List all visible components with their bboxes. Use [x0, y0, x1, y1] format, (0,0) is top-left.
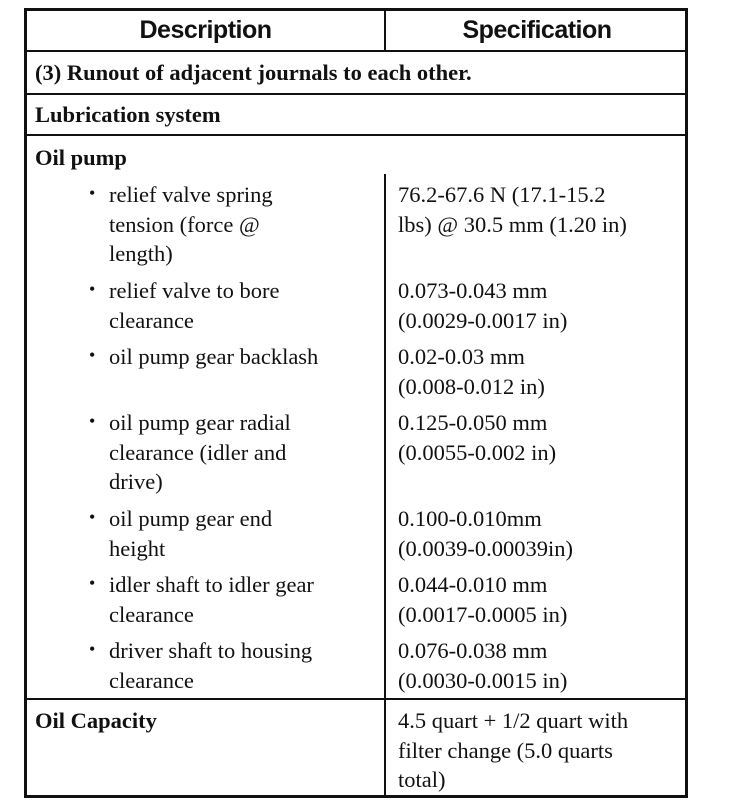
item-description-line: clearance: [109, 667, 194, 693]
item-specification-line: (0.0055-0.002 in): [398, 439, 557, 465]
item-description-line: clearance (idler and: [109, 439, 287, 465]
bullet-icon: •: [89, 183, 96, 203]
bullet-icon: •: [89, 639, 96, 659]
section-row: [27, 95, 685, 136]
specification-column-header: Specification: [462, 16, 612, 44]
item-specification-line: (0.0030-0.0015 in): [398, 667, 568, 693]
item-description-line: length): [109, 241, 173, 266]
item-description-line: oil pump gear end: [109, 506, 273, 531]
block-divider: [384, 174, 386, 700]
item-description-line: clearance: [109, 307, 194, 333]
subsection-title: Oil pump: [35, 145, 127, 170]
table-header: [27, 11, 685, 52]
header-divider: [384, 11, 386, 52]
item-specification-line: lbs) @ 30.5 mm (1.20 in): [398, 211, 627, 237]
bullet-icon: •: [89, 279, 96, 299]
capacity-spec-line: 4.5 quart + 1/2 quart with: [398, 708, 629, 733]
item-specification-line: 0.076-0.038 mm: [398, 638, 548, 663]
item-description-line: oil pump gear radial: [109, 410, 291, 435]
oil-pump-block: [27, 136, 685, 700]
capacity-spec-line: filter change (5.0 quarts: [398, 737, 613, 763]
spec-table: [24, 8, 688, 798]
bullet-icon: •: [89, 345, 96, 365]
item-specification-line: 0.044-0.010 mm: [398, 572, 548, 597]
item-specification-line: 0.073-0.043 mm: [398, 278, 548, 303]
bullet-icon: •: [89, 507, 96, 527]
item-specification-line: (0.0029-0.0017 in): [398, 307, 568, 333]
bullet-icon: •: [89, 411, 96, 431]
item-description-line: oil pump gear backlash: [109, 344, 319, 369]
runout-note: (3) Runout of adjacent journals to each other.: [35, 60, 472, 85]
item-description-line: tension (force @: [109, 211, 260, 237]
item-specification-line: 0.125-0.050 mm: [398, 410, 548, 435]
capacity-spec-line: total): [398, 767, 446, 792]
bullet-icon: •: [89, 573, 96, 593]
item-specification-line: (0.0039-0.00039in): [398, 535, 573, 561]
item-description-line: relief valve spring: [109, 182, 273, 207]
item-specification-line: (0.0017-0.0005 in): [398, 601, 568, 627]
item-specification-line: 76.2-67.6 N (17.1-15.2: [398, 182, 606, 207]
section-title: Lubrication system: [35, 102, 221, 127]
capacity-divider: [384, 700, 386, 798]
capacity-row: [27, 700, 685, 798]
note-row: [27, 52, 685, 95]
item-specification-line: (0.008-0.012 in): [398, 373, 545, 399]
item-specification-line: 0.100-0.010mm: [398, 506, 542, 531]
item-description-line: idler shaft to idler gear: [109, 572, 314, 597]
description-column-header: Description: [139, 16, 272, 44]
item-description-line: clearance: [109, 601, 194, 627]
item-description-line: relief valve to bore: [109, 278, 280, 303]
item-description-line: driver shaft to housing: [109, 638, 313, 663]
capacity-label: Oil Capacity: [35, 708, 157, 733]
item-description-line: height: [109, 535, 166, 561]
item-description-line: drive): [109, 469, 163, 494]
item-specification-line: 0.02-0.03 mm: [398, 344, 525, 369]
